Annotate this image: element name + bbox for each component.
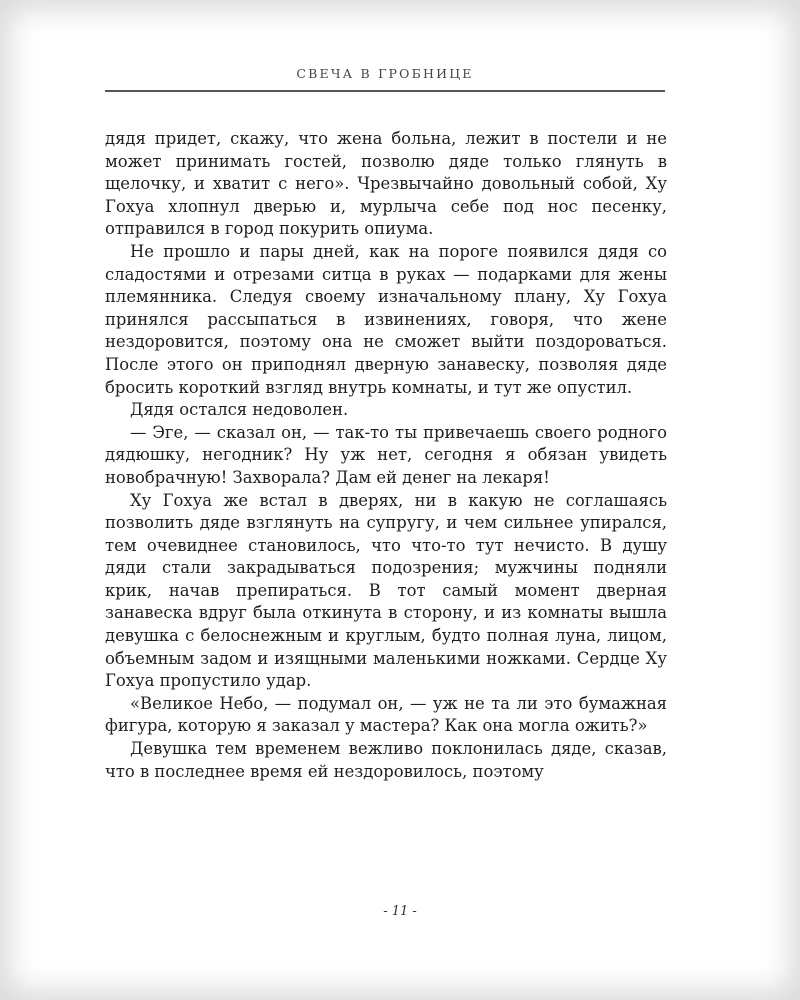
paragraph: Девушка тем временем вежливо поклонилась дяде, сказав, что в последнее время ей нездоровилось, поэтому	[105, 739, 667, 781]
paragraph: Дядя остался недоволен.	[130, 400, 349, 420]
paragraph: Ху Гохуа же встал в дверях, ни в какую не соглашаясь позволить дяде взглянуть на супругу, и чем сильнее упирался, тем очевиднее становилось, что что-то тут нечисто. В душу дяди стали закрадываться подозрения; мужчины подняли крик, начав препираться. В тот самый момент дверная занавеска вдруг была откинута в сторону, и из комнаты вышла девушка с белоснежным и круглым, будто полная луна, лицом, объемным задом и изящными маленькими ножками. Сердце Ху Гохуа пропустило удар.	[105, 490, 667, 691]
header-rule	[105, 90, 665, 92]
paragraph: дядя придет, скажу, что жена больна, лежит в постели и не может принимать гостей, позволю дяде только глянуть в щелочку, и хватит с него». Чрезвычайно довольный собой, Ху Гохуа хлопнул дверью и, мурлыча себе под нос песенку, отправился в город покурить опиума.	[105, 129, 667, 239]
paragraph: Не прошло и пары дней, как на пороге появился дядя со сладостями и отрезами ситца в руках — подарками для жены племянника. Следуя своему изначальному плану, Ху Гохуа принялся рассыпаться в извинениях, говоря, что жене нездоровится, поэтому она не сможет выйти поздороваться. После этого он приподнял дверную занавеску, позволяя дяде бросить короткий взгляд внутрь комнаты, и тут же опустил.	[105, 241, 667, 397]
paragraph: — Эге, — сказал он, — так-то ты привечаешь своего родного дядюшку, негодник? Ну уж нет, сегодня я обязан увидеть новобрачную! Захворала? Дам ей денег на лекаря!	[105, 422, 667, 487]
paragraph: «Великое Небо, — подумал он, — уж не та ли это бумажная фигура, которую я заказал у мастера? Как она могла ожить?»	[105, 693, 667, 736]
running-header: СВЕЧА В ГРОБНИЦЕ	[296, 66, 474, 81]
page-number: - 11 -	[383, 904, 417, 919]
body-text	[105, 128, 667, 783]
